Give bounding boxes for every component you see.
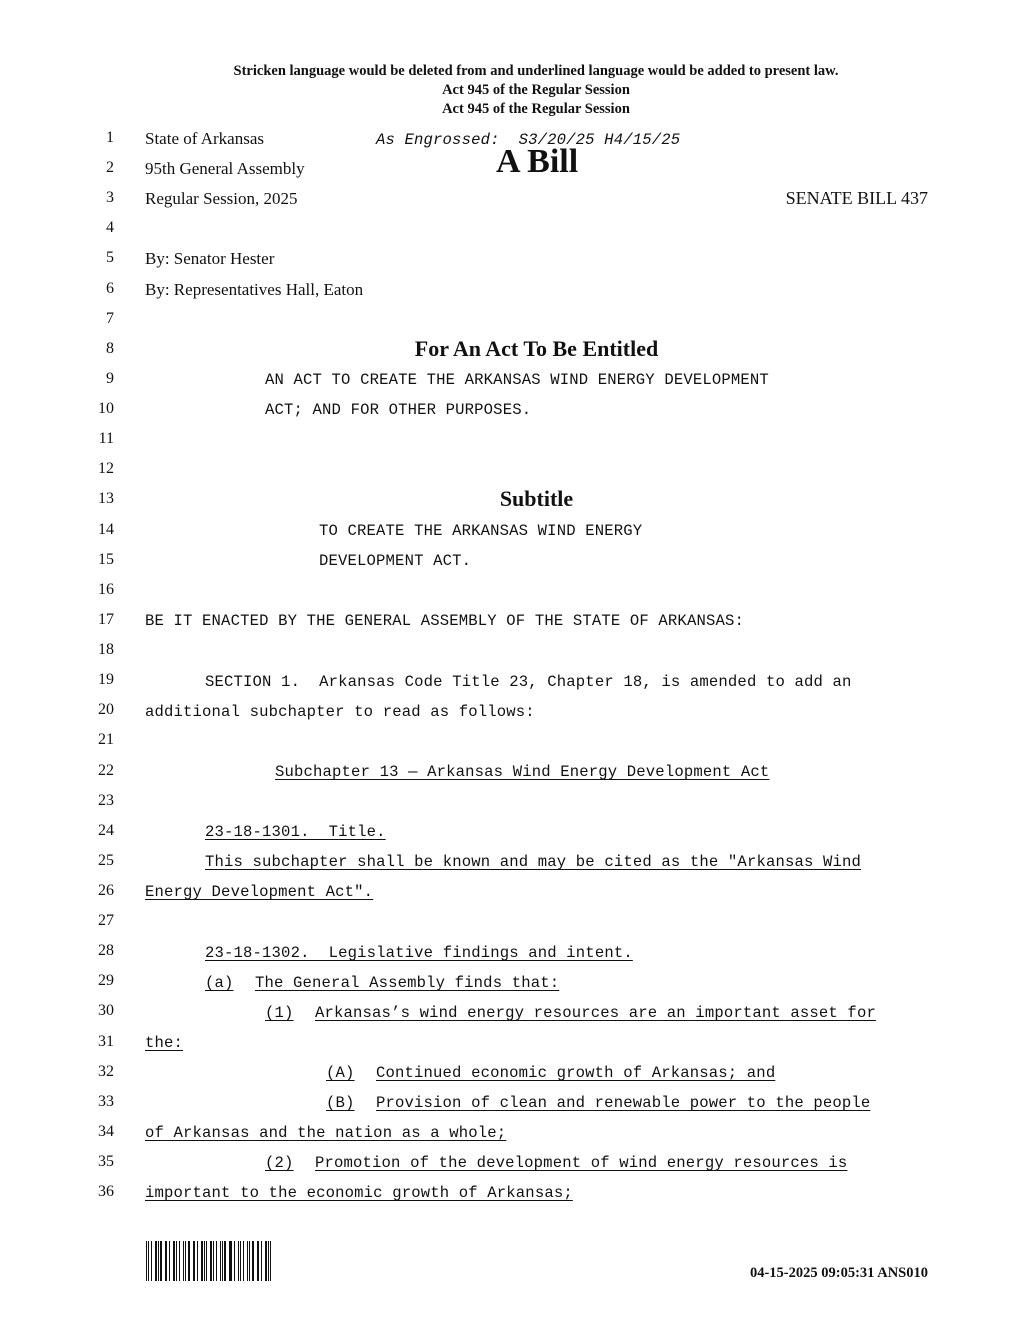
barcode-bar [169,1241,170,1281]
paragraph-2-continued: important to the economic growth of Arkansas; [145,1184,573,1202]
barcode-bar [238,1241,239,1281]
subparagraph-b-label: (B) [326,1094,355,1112]
line-number: 2 [106,159,114,177]
subparagraph-b-continued: of Arkansas and the nation as a whole; [145,1124,507,1142]
general-assembly: 95th General Assembly [145,159,305,178]
barcode-bar [188,1241,190,1281]
barcode-bar [257,1241,258,1281]
barcode-bar [158,1241,159,1281]
line-number: 16 [98,580,114,598]
barcode-bar [265,1241,266,1281]
barcode-bar [155,1241,157,1281]
line-number: 30 [98,1002,114,1020]
senate-sponsor: By: Senator Hester [145,249,275,268]
barcode-bar [183,1241,184,1281]
barcode-bar [270,1241,271,1281]
barcode-bar [148,1241,149,1281]
bill-number: SENATE BILL 437 [785,188,928,208]
barcode-bar [258,1241,259,1281]
footer-timestamp: 04-15-2025 09:05:31 ANS010 [749,1265,928,1281]
barcode-bar [224,1241,225,1281]
subtitle-heading: Subtitle [499,486,574,511]
barcode-bar [210,1241,212,1281]
subsection-a-label: (a) [205,974,234,992]
section-1-text: SECTION 1. Arkansas Code Title 23, Chapter 18, is amended to add an [205,673,852,691]
stricken-language-notice: Stricken language would be deleted from and underlined language would be added to present law. [233,63,839,79]
line-number: 9 [106,369,114,387]
barcode-bar [197,1241,198,1281]
line-number: 26 [98,882,114,899]
entitled-heading: For An Act To Be Entitled [414,336,659,361]
line-number: 22 [98,761,114,779]
barcode-bar [165,1241,166,1281]
line-number: 19 [98,671,114,689]
line-number: 1 [106,129,114,146]
line-number: 34 [98,1122,114,1140]
barcode-bar [179,1241,180,1281]
line-number: 24 [98,821,114,839]
state-name: State of Arkansas [145,129,264,148]
barcode-bar [160,1241,161,1281]
line-number: 13 [98,490,114,508]
document-barcode [146,1241,274,1281]
section-1301-heading: 23-18-1301. Title. [205,823,386,841]
barcode-bar [166,1241,167,1281]
line-number: 28 [98,942,114,960]
line-number: 3 [106,189,114,207]
line-number: 20 [98,701,114,719]
barcode-bar [201,1241,202,1281]
line-number: 25 [98,851,114,869]
subtitle-line-1: TO CREATE THE ARKANSAS WIND ENERGY [319,522,643,540]
house-sponsors: By: Representatives Hall, Eaton [145,280,364,299]
paragraph-1-label: (1) [265,1004,294,1022]
line-number: 31 [98,1032,114,1050]
barcode-bar [243,1241,244,1281]
line-number: 7 [106,309,114,327]
barcode-bar [222,1241,223,1281]
line-number: 29 [98,972,114,990]
barcode-bar [185,1241,186,1281]
barcode-bar [252,1241,254,1281]
barcode-bar [151,1241,152,1281]
paragraph-2-label: (2) [265,1154,294,1172]
line-number: 5 [106,249,114,267]
line-number: 17 [98,610,114,628]
subchapter-heading: Subchapter 13 — Arkansas Wind Energy Development Act [275,763,770,781]
line-number: 10 [98,400,114,418]
barcode-bar [234,1241,235,1281]
subsection-a-text: The General Assembly finds that: [255,974,560,992]
barcode-bar [173,1241,175,1281]
section-1301-continued: Energy Development Act". [145,883,374,901]
line-number: 23 [98,791,114,809]
line-number: 15 [98,550,114,568]
barcode-bar [193,1241,194,1281]
act-line-1: Act 945 of the Regular Session [442,82,630,98]
line-number: 18 [98,641,114,659]
barcode-bar [229,1241,230,1281]
line-number: 14 [98,520,114,538]
engrossed-dates: As Engrossed: S3/20/25 H4/15/25 [376,131,681,149]
barcode-bar [261,1241,262,1281]
line-number: 11 [98,430,114,448]
enacting-clause: BE IT ENACTED BY THE GENERAL ASSEMBLY OF THE STATE OF ARKANSAS: [145,612,744,630]
line-number: 21 [98,731,114,749]
barcode-bar [268,1241,269,1281]
barcode-bar [240,1241,241,1281]
barcode-bar [204,1241,205,1281]
barcode-bar [247,1241,248,1281]
section-1301-text: This subchapter shall be known and may be cited as the "Arkansas Wind [205,853,862,871]
act-line-2: Act 945 of the Regular Session [442,101,630,117]
regular-session: Regular Session, 2025 [145,189,298,208]
paragraph-1-continued: the: [145,1034,184,1052]
line-number: 35 [98,1153,114,1171]
line-number: 27 [98,912,114,930]
barcode-bar [249,1241,250,1281]
paragraph-1-text: Arkansas’s wind energy resources are an important asset for [315,1004,876,1022]
line-number: 36 [98,1183,114,1201]
barcode-bar [176,1241,177,1281]
line-number: 32 [98,1062,114,1080]
act-title-line-2: ACT; AND FOR OTHER PURPOSES. [265,401,532,419]
paragraph-2-text: Promotion of the development of wind energy resources is [315,1154,848,1172]
barcode-bar [194,1241,195,1281]
section-1302-heading: 23-18-1302. Legislative findings and intent. [205,944,633,962]
barcode-bar [230,1241,232,1281]
barcode-bar [213,1241,214,1281]
subparagraph-a-text: Continued economic growth of Arkansas; and [376,1064,776,1082]
line-number: 8 [106,339,114,357]
barcode-bar [206,1241,207,1281]
barcode-bar [146,1241,147,1281]
section-1-continued: additional subchapter to read as follows: [145,703,535,721]
line-number: 33 [98,1092,114,1110]
act-title-line-1: AN ACT TO CREATE THE ARKANSAS WIND ENERGY DEVELOPMENT [265,371,769,389]
line-number: 4 [106,219,114,237]
subtitle-line-2: DEVELOPMENT ACT. [319,552,472,570]
subparagraph-b-text: Provision of clean and renewable power to the people [376,1094,871,1112]
barcode-bar [216,1241,217,1281]
line-number: 6 [106,279,114,297]
barcode-bar [220,1241,221,1281]
a-bill-heading: A Bill [496,143,579,180]
subparagraph-a-label: (A) [326,1064,355,1082]
line-number: 12 [98,460,114,478]
